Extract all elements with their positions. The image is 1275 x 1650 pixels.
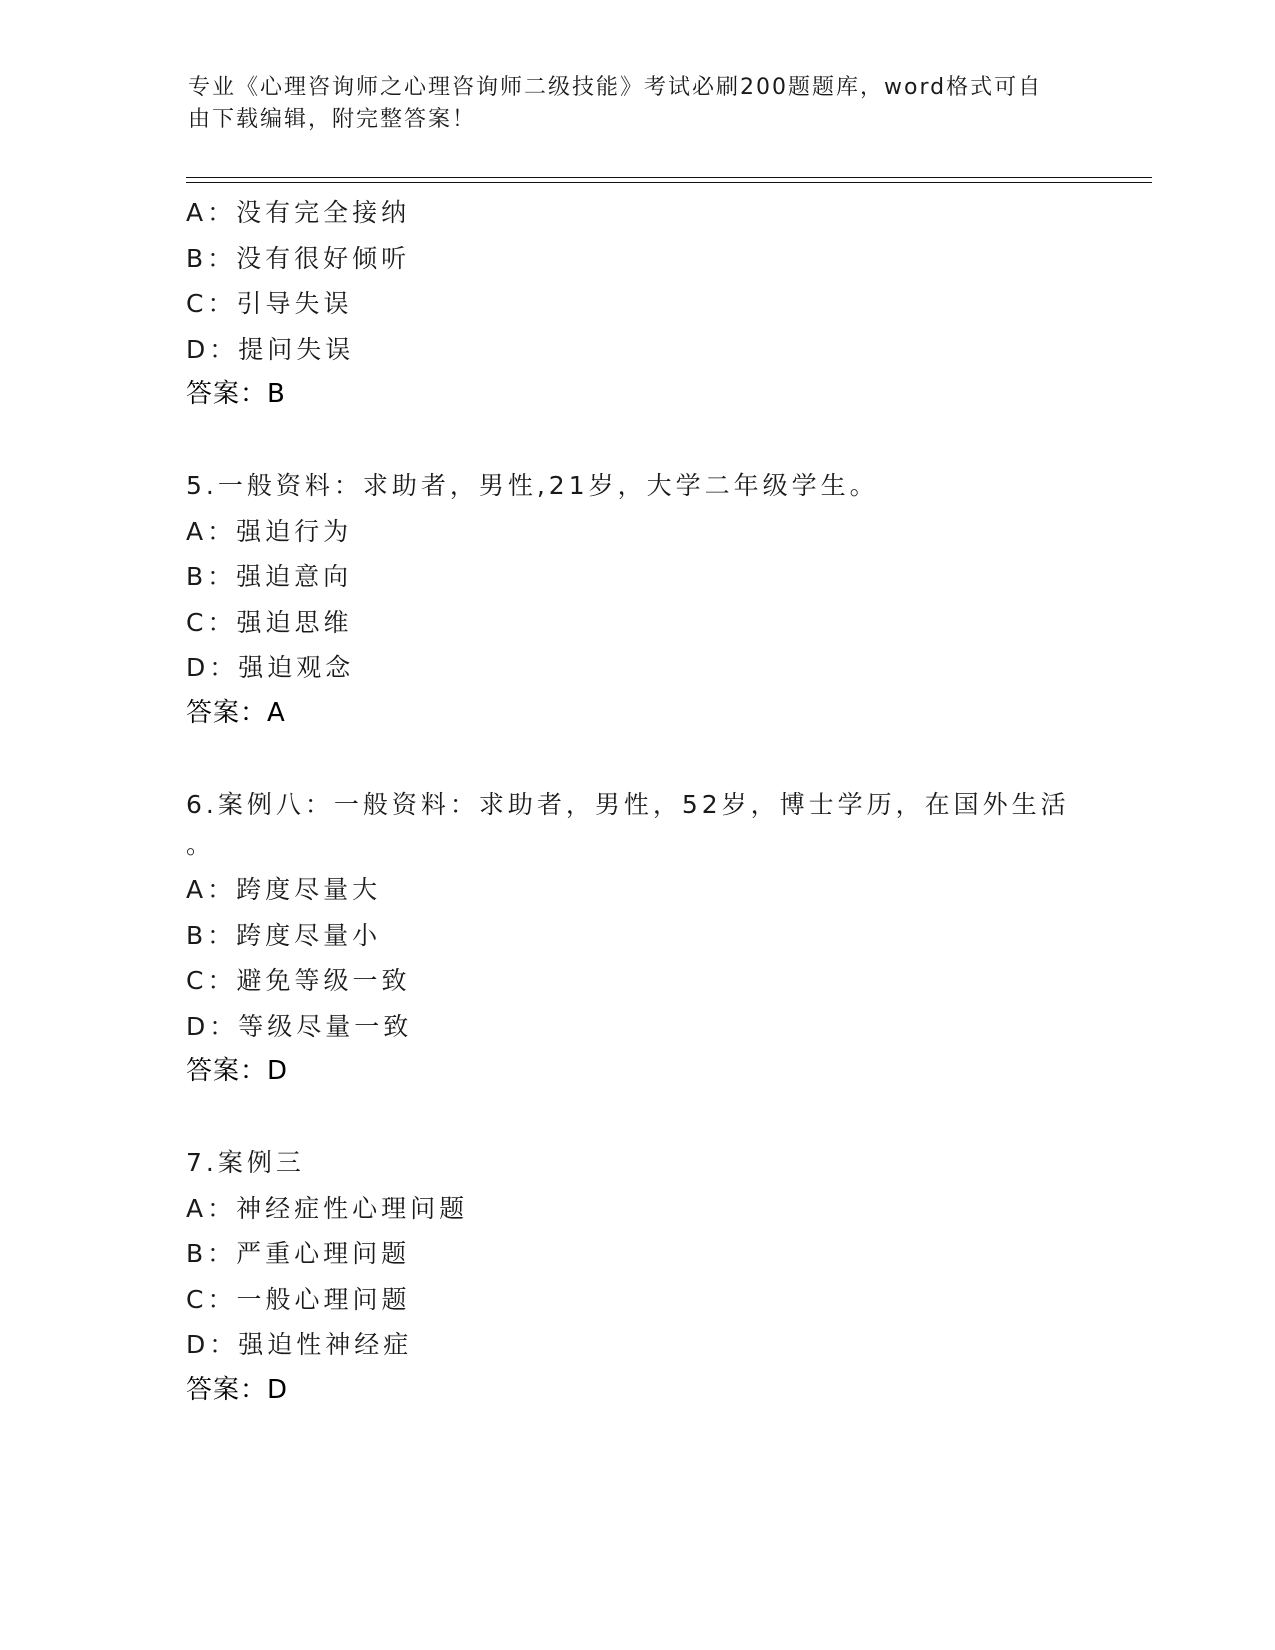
option-b: B：严重心理问题 [186, 1239, 411, 1268]
option-d: D：强迫性神经症 [186, 1330, 413, 1359]
option-d: D：提问失误 [186, 334, 355, 364]
option-a: A：跨度尽量大 [186, 875, 382, 904]
question-block [186, 190, 1146, 418]
option-d: D：等级尽量一致 [186, 1011, 413, 1041]
option-d: D：强迫观念 [186, 653, 355, 682]
option-c: C：避免等级一致 [186, 966, 411, 995]
option-b: B：强迫意向 [186, 562, 353, 591]
option-a: A：神经症性心理问题 [186, 1193, 469, 1223]
header-divider-bottom [186, 182, 1152, 183]
question-block [186, 1140, 1146, 1413]
header-line-2: 由下载编辑，附完整答案！ [188, 107, 477, 132]
question-block [186, 782, 1146, 1095]
option-b: B：没有很好倾听 [186, 243, 411, 273]
spacer [186, 1095, 1146, 1141]
option-a: A：没有完全接纳 [186, 198, 411, 227]
header-divider-top [186, 177, 1152, 178]
option-c: C：一般心理问题 [186, 1284, 411, 1314]
option-c: C：引导失误 [186, 289, 353, 318]
question-text-continued: 。 [186, 830, 216, 859]
option-c: C：强迫思维 [186, 607, 353, 637]
answer-line: 答案：A [186, 697, 286, 728]
answer-line: 答案：D [186, 1374, 289, 1405]
answer-line: 答案：B [186, 379, 286, 409]
document-header [188, 72, 1068, 136]
question-text: 5.一般资料：求助者，男性,21岁，大学二年级学生。 [186, 471, 879, 500]
question-text: 7.案例三 [186, 1148, 305, 1177]
spacer [186, 736, 1146, 782]
header-line-1: 专业《心理咨询师之心理咨询师二级技能》考试必刷200题题库，word格式可自 [188, 75, 1043, 100]
question-block [186, 463, 1146, 736]
question-text: 6.案例八：一般资料：求助者，男性，52岁，博士学历，在国外生活 [186, 789, 1070, 819]
question-list [186, 190, 1146, 1413]
spacer [186, 418, 1146, 464]
option-b: B：跨度尽量小 [186, 920, 382, 950]
answer-line: 答案：D [186, 1056, 289, 1086]
option-a: A：强迫行为 [186, 516, 353, 546]
